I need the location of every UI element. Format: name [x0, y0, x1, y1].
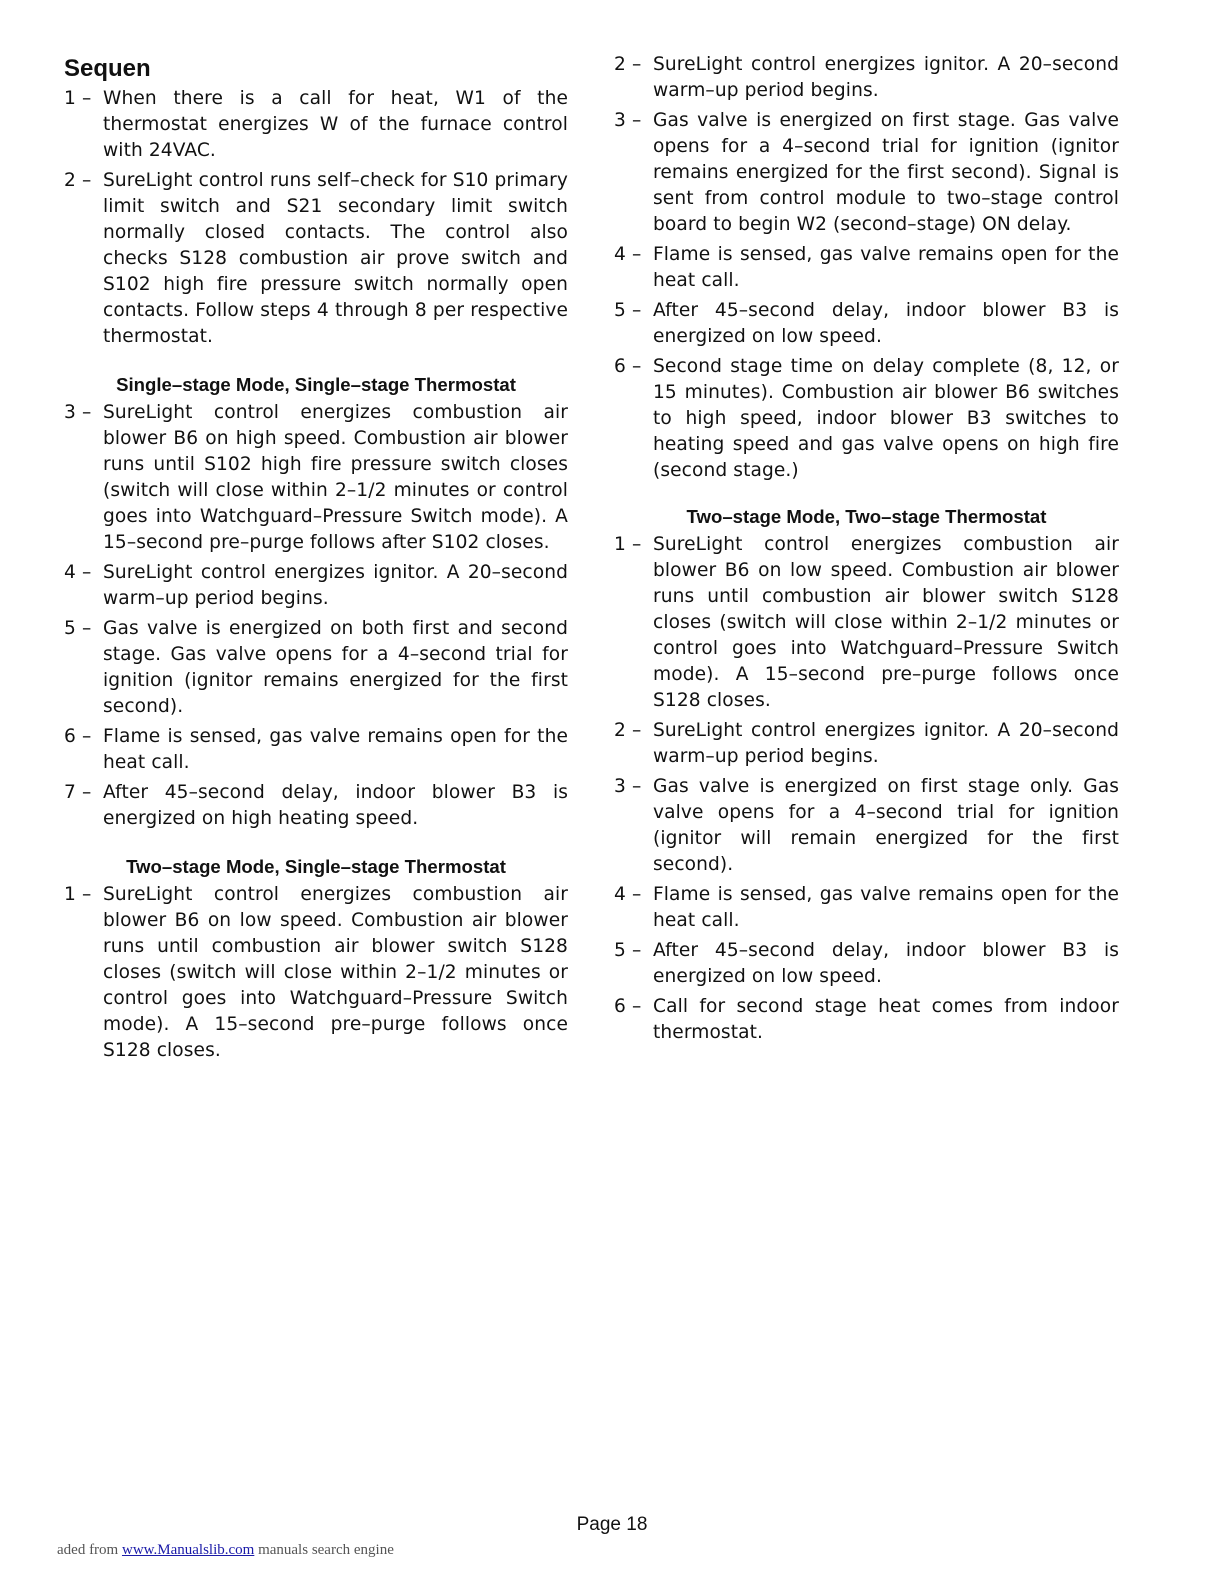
step-number: 4 – [614, 884, 642, 905]
step-number: 5 – [614, 300, 642, 321]
list-item [614, 354, 1119, 484]
continued-list [614, 52, 1119, 484]
page-number: Page 18 [576, 1514, 648, 1535]
footer-prefix: aded from [57, 1542, 122, 1558]
step-number: 1 – [614, 534, 642, 555]
list-item [64, 168, 568, 350]
step-text: After 45–second delay, indoor blower B3 is energized on low speed. [653, 940, 1119, 987]
step-text: Second stage time on delay complete (8, 12, or 15 minutes). Combustion air blower B6 switches to high speed, indoor blower B3 switches to heating speed and gas valve opens on high fire (second stage.) [653, 356, 1119, 481]
step-number: 1 – [64, 88, 92, 109]
step-number: 6 – [64, 726, 92, 747]
list-item [614, 938, 1119, 990]
step-number: 5 – [614, 940, 642, 961]
section-heading-single-stage-single-thermostat: Single–stage Mode, Single–stage Thermostat [116, 374, 516, 395]
list-item [614, 994, 1119, 1046]
step-number: 2 – [614, 720, 642, 741]
step-text: Flame is sensed, gas valve remains open for the heat call. [653, 244, 1119, 291]
list-item [64, 616, 568, 720]
step-text: Flame is sensed, gas valve remains open for the heat call. [653, 884, 1119, 931]
step-text: SureLight control energizes ignitor. A 20–second warm–up period begins. [103, 562, 568, 609]
step-text: Gas valve is energized on first stage only. Gas valve opens for a 4–second trial for ignition (ignitor will remain energized for the first second). [653, 776, 1119, 875]
step-text: After 45–second delay, indoor blower B3 is energized on low speed. [653, 300, 1119, 347]
list-item [64, 560, 568, 612]
step-text: After 45–second delay, indoor blower B3 is energized on high heating speed. [103, 782, 568, 829]
step-number: 3 – [64, 402, 92, 423]
step-text: SureLight control energizes combustion air blower B6 on low speed. Combustion air blower runs until combustion air blower switch S128 closes (switch will close within 2–1/2 minutes or control goes into Watchguard–Pressure Switch mode). A 15–second pre–purge follows once S128 closes. [103, 884, 568, 1061]
list-item [614, 882, 1119, 934]
section-heading-two-stage-single-thermostat: Two–stage Mode, Single–stage Thermostat [126, 856, 506, 877]
section1-list [64, 400, 568, 832]
step-number: 2 – [64, 170, 92, 191]
right-column [614, 52, 1119, 1050]
footer-suffix: manuals search engine [254, 1542, 394, 1558]
step-text: When there is a call for heat, W1 of the thermostat energizes W of the furnace control with 24VAC. [103, 88, 568, 161]
list-item [64, 86, 568, 164]
step-text: Gas valve is energized on first stage. Gas valve opens for a 4–second trial for ignition (ignitor remains energized for the first second). Signal is sent from control module to two–stage control board to begin W2 (second–stage) ON delay. [653, 110, 1119, 235]
list-item [614, 298, 1119, 350]
step-text: SureLight control energizes combustion air blower B6 on low speed. Combustion air blower runs until combustion air blower switch S128 closes (switch will close within 2–1/2 minutes or control goes into Watchguard–Pressure Switch mode). A 15–second pre–purge follows once S128 closes. [653, 534, 1119, 711]
step-number: 4 – [614, 244, 642, 265]
step-text: SureLight control energizes ignitor. A 20–second warm–up period begins. [653, 720, 1119, 767]
list-item [614, 718, 1119, 770]
step-text: Call for second stage heat comes from indoor thermostat. [653, 996, 1119, 1043]
step-number: 1 – [64, 884, 92, 905]
list-item [614, 242, 1119, 294]
step-number: 4 – [64, 562, 92, 583]
section2-list [64, 882, 568, 1064]
section3-list [614, 532, 1119, 1046]
manualslib-link[interactable]: www.Manualslib.com [121, 1542, 255, 1558]
step-text: Flame is sensed, gas valve remains open for the heat call. [103, 726, 568, 773]
step-number: 3 – [614, 776, 642, 797]
footer-credit [57, 1542, 394, 1559]
page-title: Sequen [64, 55, 151, 82]
list-item [614, 52, 1119, 104]
step-number: 7 – [64, 782, 92, 803]
list-item [614, 108, 1119, 238]
list-item [64, 882, 568, 1064]
list-item [614, 532, 1119, 714]
step-number: 6 – [614, 996, 642, 1017]
list-item [64, 400, 568, 556]
step-number: 5 – [64, 618, 92, 639]
left-column [64, 52, 568, 1068]
list-item [64, 724, 568, 776]
step-number: 6 – [614, 356, 642, 377]
step-text: SureLight control energizes ignitor. A 20–second warm–up period begins. [653, 54, 1119, 101]
step-number: 3 – [614, 110, 642, 131]
section-heading-two-stage-two-thermostat: Two–stage Mode, Two–stage Thermostat [686, 506, 1047, 527]
list-item [64, 780, 568, 832]
step-number: 2 – [614, 54, 642, 75]
step-text: SureLight control runs self–check for S10 primary limit switch and S21 secondary limit switch normally closed contacts. The control also checks S128 combustion air prove switch and S102 high fire pressure switch normally open contacts. Follow steps 4 through 8 per respective thermostat. [103, 170, 568, 347]
step-text: Gas valve is energized on both first and second stage. Gas valve opens for a 4–second trial for ignition (ignitor remains energized for the first second). [103, 618, 568, 717]
intro-list [64, 86, 568, 350]
step-text: SureLight control energizes combustion air blower B6 on high speed. Combustion air blower runs until S102 high fire pressure switch closes (switch will close within 2–1/2 minutes or control goes into Watchguard–Pressure Switch mode). A 15–second pre–purge follows after S102 closes. [103, 402, 568, 553]
list-item [614, 774, 1119, 878]
